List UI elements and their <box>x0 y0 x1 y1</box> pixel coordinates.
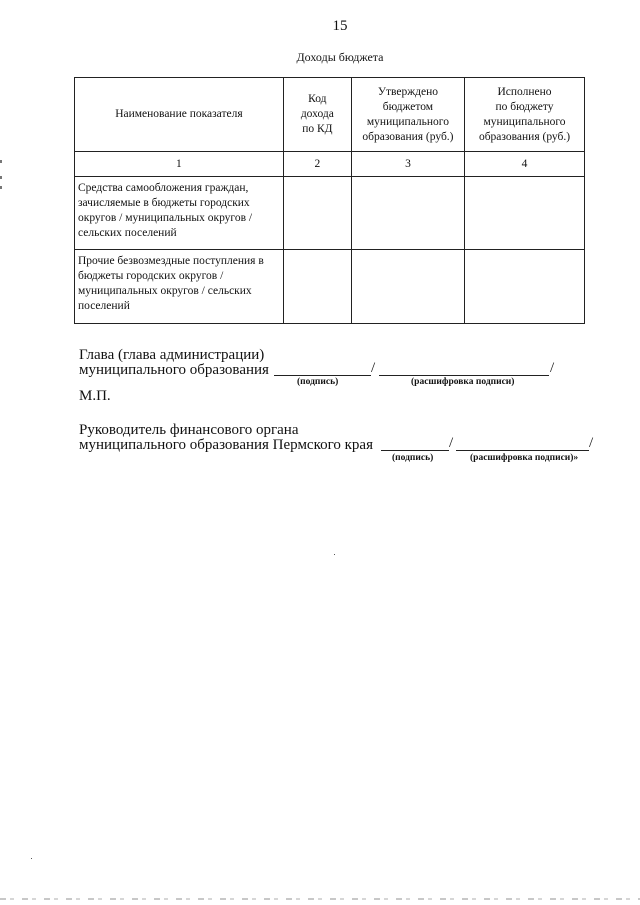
row-income-code-cell <box>283 250 351 324</box>
head-signature-line <box>274 375 371 376</box>
finance-decoding-caption: (расшифровка подписи)» <box>470 453 579 463</box>
scan-speck <box>334 554 335 555</box>
finance-decoding-line <box>456 450 589 451</box>
scan-speck <box>31 858 32 859</box>
finance-signature-caption: (подпись) <box>392 453 434 463</box>
column-number: 1 <box>75 152 284 177</box>
row-indicator-name: Прочие безвозмездные поступления в бюджеты городских округов / муниципальных округов / сельских поселений <box>75 250 284 324</box>
scan-bottom-noise <box>0 898 640 900</box>
row-approved-cell <box>351 177 464 250</box>
head-decoding-caption: (расшифровка подписи) <box>411 377 515 387</box>
table-row <box>75 250 585 324</box>
page-number: 15 <box>332 18 348 34</box>
finance-separator: / <box>449 435 454 451</box>
row-executed-cell <box>465 177 585 250</box>
scan-edge-mark <box>0 176 2 179</box>
column-number: 3 <box>351 152 464 177</box>
finance-signature-line <box>381 450 449 451</box>
column-number: 4 <box>465 152 585 177</box>
head-decoding-line <box>379 375 549 376</box>
head-separator-end: / <box>550 360 555 376</box>
stamp-place-label: М.П. <box>79 388 111 404</box>
budget-income-table <box>74 77 585 324</box>
table-row <box>75 177 585 250</box>
row-executed-cell <box>465 250 585 324</box>
head-separator: / <box>371 360 376 376</box>
row-indicator-name: Средства самообложения граждан, зачисляемые в бюджеты городских округов / муниципальных округов / сельских поселений <box>75 177 284 250</box>
document-title: Доходы бюджета <box>296 50 384 64</box>
finance-signature-title-line2: муниципального образования Пермского края <box>79 437 373 453</box>
finance-separator-end: / <box>589 435 594 451</box>
table-header-row <box>75 78 585 152</box>
scan-edge-mark <box>0 160 2 163</box>
header-approved-amount: Утверждено бюджетом муниципального образования (руб.) <box>351 78 464 152</box>
head-signature-caption: (подпись) <box>297 377 339 387</box>
scan-edge-mark <box>0 186 2 189</box>
row-approved-cell <box>351 250 464 324</box>
header-executed-amount: Исполнено по бюджету муниципального образования (руб.) <box>465 78 585 152</box>
row-income-code-cell <box>283 177 351 250</box>
column-number: 2 <box>283 152 351 177</box>
column-number-row <box>75 152 585 177</box>
head-signature-title-line2: муниципального образования <box>79 362 269 378</box>
head-signature-title-line1: Глава (глава администрации) <box>79 347 265 363</box>
finance-signature-title-line1: Руководитель финансового органа <box>79 422 299 438</box>
header-indicator-name: Наименование показателя <box>75 78 284 152</box>
header-income-code: Код дохода по КД <box>283 78 351 152</box>
